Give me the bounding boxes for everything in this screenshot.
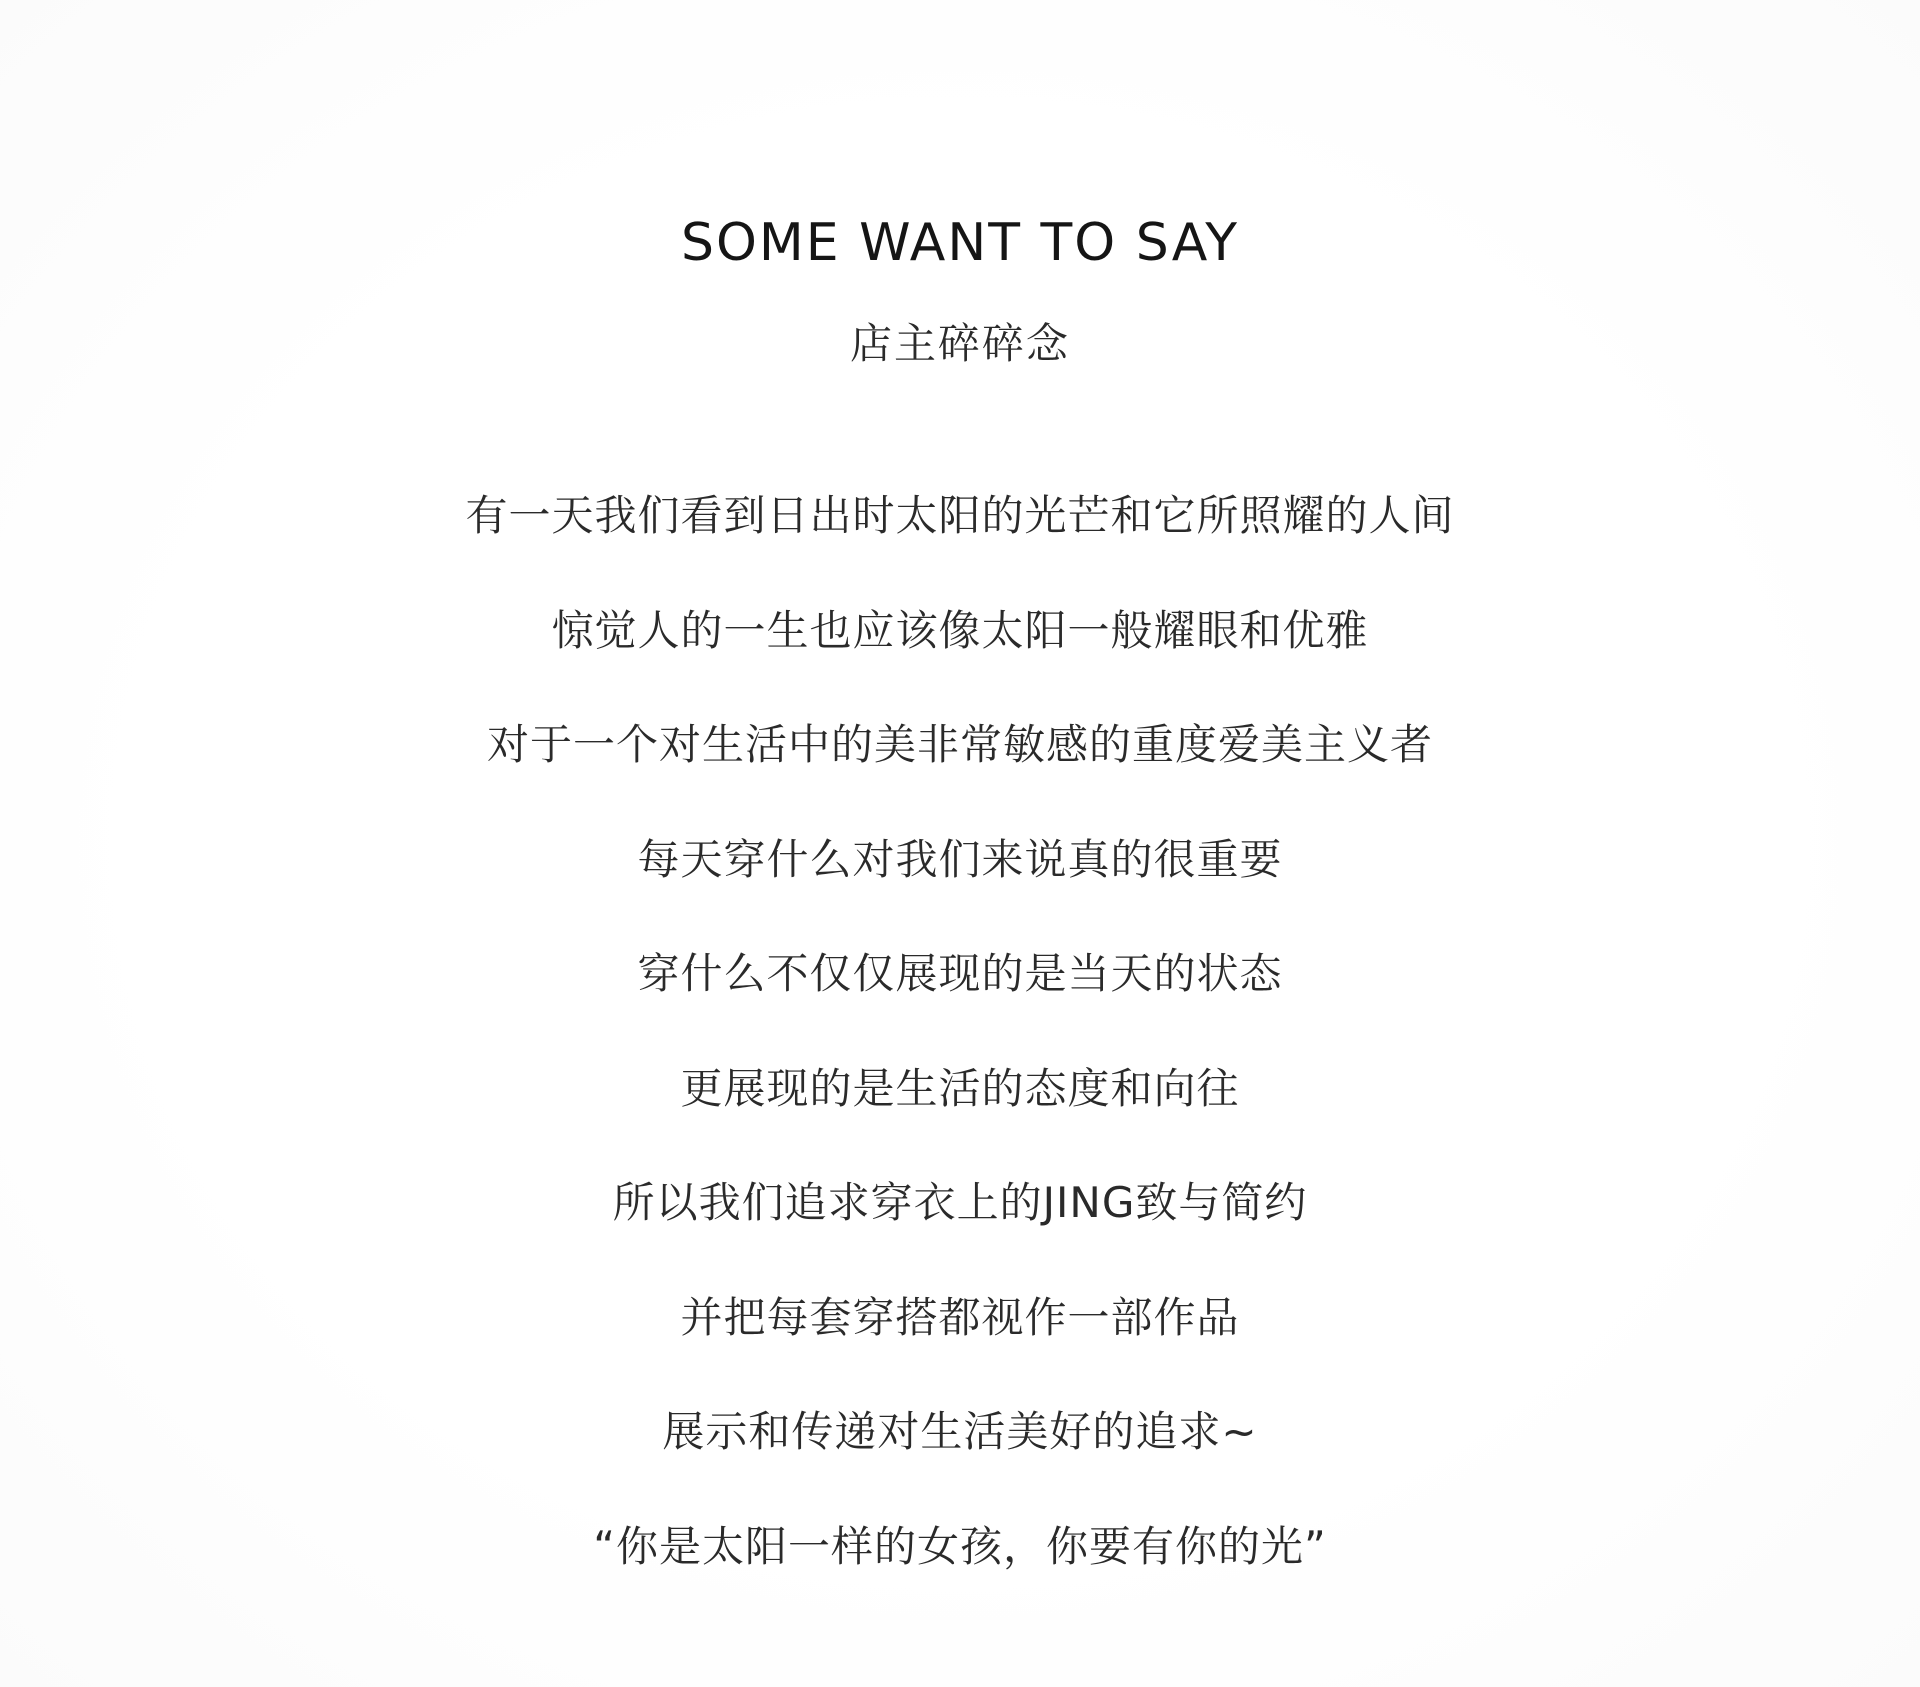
text-line: 有一天我们看到日出时太阳的光芒和它所照耀的人间 xyxy=(465,491,1455,540)
text-line: 并把每套穿搭都视作一部作品 xyxy=(680,1292,1240,1342)
text-line: “你是太阳一样的女孩，你要有你的光” xyxy=(593,1521,1327,1571)
text-line: 所以我们追求穿衣上的JING致与简约 xyxy=(612,1178,1308,1227)
text-line: 每天穿什么对我们来说真的很重要 xyxy=(637,834,1283,884)
text-block xyxy=(0,486,1920,1631)
text-line: 穿什么不仅仅展现的是当天的状态 xyxy=(637,949,1283,998)
text-line: 展示和传递对生活美好的追求~ xyxy=(662,1407,1258,1456)
text-line: 更展现的是生活的态度和向往 xyxy=(680,1063,1240,1113)
page-subtitle: 店主碎碎念 xyxy=(849,319,1070,368)
text-line: 惊觉人的一生也应该像太阳一般耀眼和优雅 xyxy=(551,605,1369,655)
text-line: 对于一个对生活中的美非常敏感的重度爱美主义者 xyxy=(486,720,1433,769)
page-title: SOME WANT TO SAY xyxy=(680,213,1240,273)
